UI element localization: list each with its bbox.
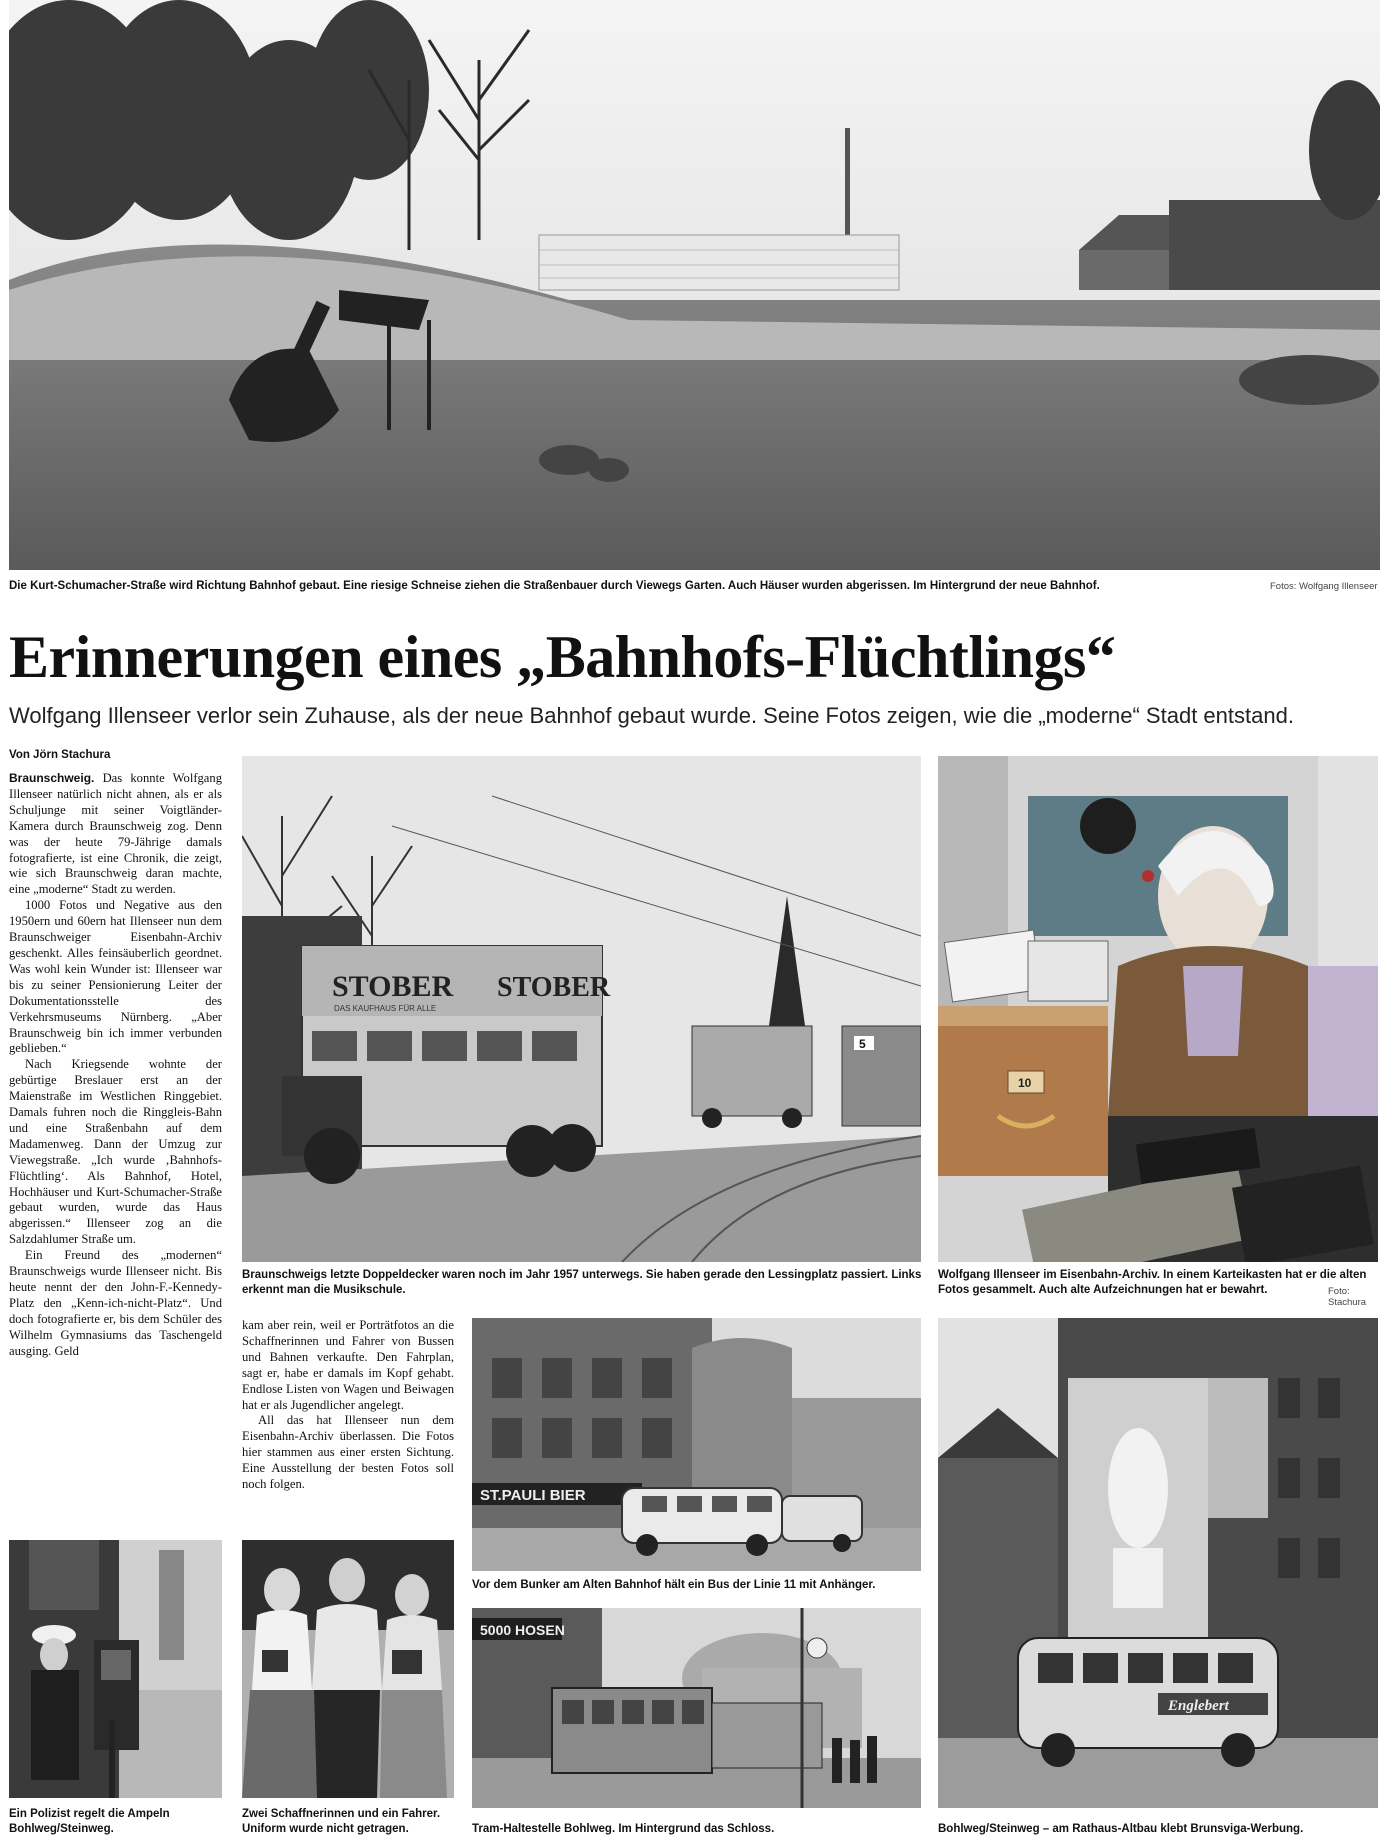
police-photo [9,1540,222,1798]
drawer-number: 10 [1018,1076,1032,1090]
tram-bohlweg-photo [472,1608,921,1808]
headline: Erinnerungen eines „Bahnhofs-Flüchtlings“ [9,624,1116,690]
article-paragraph: kam aber rein, weil er Porträtfotos an die Schaffnerinnen und Fahrer von Bussen und Bahnen verkaufte. Den Fahrplan, sagt er, habe er damals im Kopf gehabt. Endlose Listen von Wagen und Beiwagen hat er als Jugendlicher angelegt. [242,1318,454,1412]
byline: Von Jörn Stachura [9,749,111,761]
conductors-photo [242,1540,454,1798]
illenseer-archive-photo [938,756,1378,1262]
bus-lessingplatz-caption: Braunschweigs letzte Doppeldecker waren noch im Jahr 1957 unterwegs. Sie haben gerade den Lessingplatz passiert. Links erkennt man die Musikschule. [242,1269,922,1296]
top-photo-credit: Fotos: Wolfgang Illenseer [1270,581,1378,592]
rathaus-photo [938,1318,1378,1808]
bunker-caption: Vor dem Bunker am Alten Bahnhof hält ein Bus der Linie 11 mit Anhänger. [472,1579,876,1591]
article-column-2 [242,1318,454,1528]
rathaus-caption: Bohlweg/Steinweg – am Rathaus-Altbau klebt Brunsviga-Werbung. [938,1823,1304,1835]
subheadline: Wolfgang Illenseer verlor sein Zuhause, als der neue Bahnhof gebaut wurde. Seine Fotos zeigen, wie die „moderne“ Stadt entstand. [9,703,1294,728]
top-photo-caption: Die Kurt-Schumacher-Straße wird Richtung Bahnhof gebaut. Eine riesige Schneise ziehen die Straßenbauer durch Viewegs Garten. Auch Häuser wurden abgerissen. Im Hintergrund der neue Bahnhof. [9,580,1100,592]
tram-number: 5 [859,1037,866,1051]
article-paragraph: All das hat Illenseer nun dem Eisenbahn-Archiv überlassen. Die Fotos hier stammen aus einer ersten Sichtung. Eine Ausstellung der besten Fotos soll noch folgen. [242,1413,454,1492]
tram-bohlweg-caption: Tram-Haltestelle Bohlweg. Im Hintergrund das Schloss. [472,1823,775,1835]
bus-slogan: DAS KAUFHAUS FÜR ALLE [334,1004,437,1013]
conductors-caption: Zwei Schaffnerinnen und ein Fahrer. Uniform wurde nicht getragen. [242,1808,441,1835]
article-column-1 [9,771,222,1533]
article-paragraph: Braunschweig. Das konnte Wolfgang Illenseer natürlich nicht ahnen, als er als Schuljunge mit seiner Voigtländer-Kamera durch Braunschweig zog. Denn was der heute 79-Jährige damals fotografierte, ist eine Chronik, die zeigt, wie sich Braunschweig daran machte, eine „moderne“ Stadt zu werden. [9,771,222,897]
article-paragraph: 1000 Fotos und Negative aus den 1950ern und 60ern hat Illenseer nun dem Braunschweiger Eisenbahn-Archiv geschenkt. Alles feinsäuberlich geordnet. Was wohl kein Wunder ist: Illenseer war bis zu seiner Pensionierung Leiter der Dokumentationsstelle des Verkehrsmuseums Nürnberg. „Aber Braunschweig bin ich immer verbunden geblieben.“ [9,898,222,1056]
police-caption: Ein Polizist regelt die Ampeln Bohlweg/Steinweg. [9,1808,170,1835]
bus-sign-right: STOBER [497,972,611,1003]
top-photo-construction [9,0,1380,570]
bunker-photo [472,1318,921,1571]
tram-sign: 5000 HOSEN [480,1622,565,1638]
article-paragraph: Nach Kriegsende wohnte der gebürtige Breslauer erst an der Maienstraße im Westlichen Ringgebiet. Damals fuhren noch die Ringgleis-Bahn und eine Straßenbahn auf dem Madamenweg. Dann der Umzug zur Viewegstraße. „Ich wurde ‚Bahnhofs-Flüchtling‘. Als Bahnhof, Hotel, Hochhäuser und Kurt-Schumacher-Straße gebaut wurden, wurde das Haus abgerissen.“ Illenseer zog an die Salzdahlumer Straße um. [9,1057,222,1247]
bus-sign-left: STOBER [332,970,454,1003]
illenseer-archive-caption: Wolfgang Illenseer im Eisenbahn-Archiv. In einem Karteikasten hat er die alten Fotos gesammelt. Auch alte Aufzeichnungen hat er bewahrt. [938,1269,1367,1296]
rathaus-bus-ad: Englebert [1168,1698,1229,1714]
bus-lessingplatz-photo [242,756,921,1262]
dateline: Braunschweig. [9,771,95,785]
bunker-sign: ST.PAULI BIER [480,1487,586,1504]
illenseer-archive-credit: Foto: Stachura [1328,1286,1367,1308]
article-paragraph: Ein Freund des „modernen“ Braunschweigs wurde Illenseer nicht. Bis heute nennt der den John-F.-Kennedy-Platz den „Kenn-ich-nicht-Platz“. Und doch fotografierte er, bis dem Schüler des Wilhelm Gymnasiums das Taschengeld ausging. Geld [9,1248,222,1358]
